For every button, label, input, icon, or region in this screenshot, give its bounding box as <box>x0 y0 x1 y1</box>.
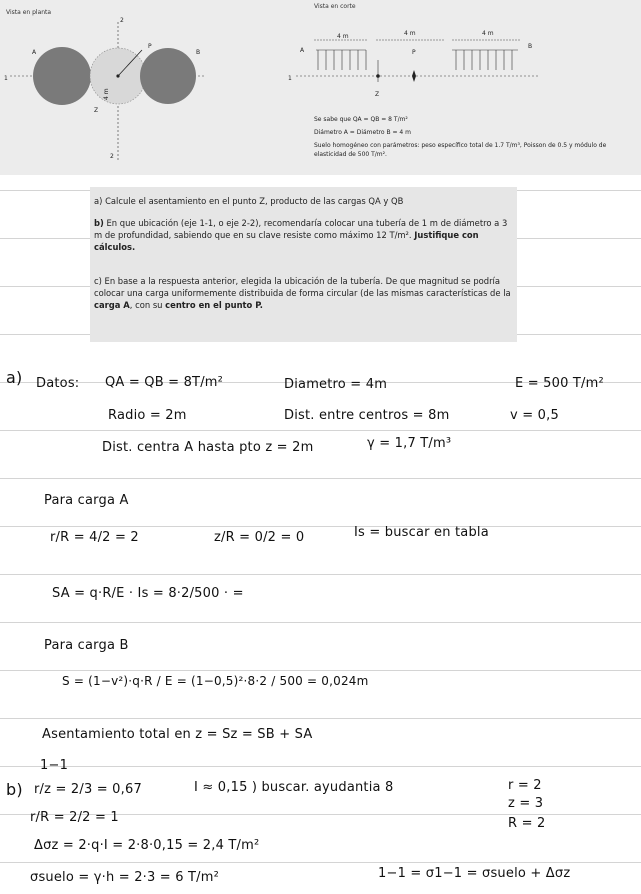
plan-label-a: A <box>32 49 37 56</box>
note-1: Se sabe que QA = QB = 8 T/m² <box>314 116 408 123</box>
note-i-val: I ≈ 0,15 ) buscar. ayudantia 8 <box>194 780 394 795</box>
question-a-label: a) <box>94 196 103 206</box>
section-dim-2: 4 m <box>404 30 416 37</box>
load-circle-a <box>33 47 91 105</box>
plan-axis-2-bottom: 2 <box>110 153 114 160</box>
note-para-a: Para carga A <box>44 493 129 508</box>
section-label-z: Z <box>375 91 380 98</box>
section-label-b: B <box>528 43 533 50</box>
note-sigma11: 1−1 = σ1−1 = σsuelo + Δσz <box>378 866 571 881</box>
note-one-one: 1−1 <box>40 758 69 773</box>
question-b-text: En que ubicación (eje 1-1, o eje 2-2), recomendaría colocar una tubería de 1 m de diámetro a 3 m de profundidad, sabiendo que en su clave resiste como máximo 12 T/m². <box>94 218 508 240</box>
load-circle-b <box>140 48 196 104</box>
note-dist-a: Dist. centra A hasta pto z = 2m <box>102 440 314 455</box>
load-arrows-b <box>452 50 518 70</box>
plan-title: Vista en planta <box>6 9 52 16</box>
note-2: Diámetro A = Diámetro B = 4 m <box>314 129 412 136</box>
note-z3: z = 3 <box>508 796 544 811</box>
section-label-p: P <box>412 49 416 56</box>
note-3: Suelo homogéneo con parámetros: peso específico total de 1.7 T/m³, Poisson de 0.5 y módulo de <box>314 142 607 149</box>
plan-axis-1: 1 <box>4 75 8 82</box>
section-dim-3: 4 m <box>482 30 494 37</box>
question-c-text2: , con su <box>129 300 163 310</box>
note-is-tabla: Is = buscar en tabla <box>354 525 489 540</box>
question-a <box>94 195 504 207</box>
note-a-mark: a) <box>6 368 23 387</box>
section-title: Vista en corte <box>314 3 356 10</box>
plan-label-p: P <box>148 43 152 50</box>
note-r-over-r: r/R = 4/2 = 2 <box>50 530 139 545</box>
questions-panel <box>90 187 517 342</box>
figure-svg <box>0 0 641 175</box>
question-c <box>94 275 512 311</box>
note-R2: R = 2 <box>508 816 546 831</box>
note-z-over-r: z/R = 0/2 = 0 <box>214 530 305 545</box>
problem-figure <box>0 0 641 175</box>
question-c-label: c) <box>94 276 102 286</box>
point-z-plan <box>116 74 119 77</box>
note-v: v = 0,5 <box>510 408 559 423</box>
note-sb: S = (1−v²)·q·R / E = (1−0,5)²·8·2 / 500 = 0,024m <box>62 674 369 688</box>
note-b-mark: b) <box>6 780 23 799</box>
section-dim-1: 4 m <box>337 33 349 40</box>
note-qa-qb: QA = QB = 8T/m² <box>105 375 224 390</box>
note-4: elasticidad de 500 T/m². <box>314 151 387 158</box>
question-b-label: b) <box>94 218 104 228</box>
note-para-b: Para carga B <box>44 638 129 653</box>
note-gamma: γ = 1,7 T/m³ <box>367 436 452 451</box>
note-e: E = 500 T/m² <box>515 376 604 391</box>
question-a-text: Calcule el asentamiento en el punto Z, producto de las cargas QA y QB <box>105 196 404 206</box>
plan-axis-2-top: 2 <box>120 17 124 24</box>
note-dist-centros: Dist. entre centros = 8m <box>284 408 450 423</box>
note-suelo: σsuelo = γ·h = 2·3 = 6 T/m² <box>30 870 220 885</box>
plan-z-marker: Z <box>94 107 99 114</box>
plan-label-b: B <box>196 49 201 56</box>
note-r2: r = 2 <box>508 778 542 793</box>
question-b-bold: Justifique con cálculos. <box>94 230 479 252</box>
question-c-bold1: carga A <box>94 300 130 310</box>
point-p-section <box>412 70 416 82</box>
point-z-section <box>376 74 380 78</box>
note-datos: Datos: <box>36 376 80 391</box>
note-diametro: Diametro = 4m <box>284 377 388 392</box>
note-total: Asentamiento total en z = Sz = SB + SA <box>42 727 313 742</box>
section-label-a: A <box>300 47 305 54</box>
note-sa: SA = q·R/E · Is = 8·2/500 · = <box>52 586 244 601</box>
load-arrows-a <box>316 50 366 70</box>
plan-dim: 4 m <box>103 88 110 100</box>
question-c-text1: En base a la respuesta anterior, elegida la ubicación de la tubería. De que magnitud se podría colocar una carga uniformemente distribuida de forma circular (de las mismas características de la <box>94 276 511 298</box>
note-rz: r/z = 2/3 = 0,67 <box>34 782 142 797</box>
note-delta: Δσz = 2·q·I = 2·8·0,15 = 2,4 T/m² <box>34 838 260 853</box>
note-radio: Radio = 2m <box>108 408 187 423</box>
section-label-one: 1 <box>288 75 292 82</box>
question-b <box>94 217 512 253</box>
question-c-bold2: centro en el punto P. <box>165 300 263 310</box>
note-rR: r/R = 2/2 = 1 <box>30 810 119 825</box>
